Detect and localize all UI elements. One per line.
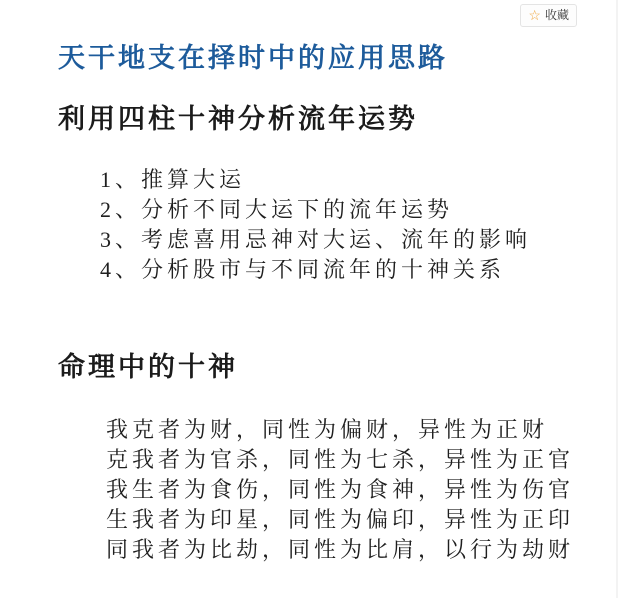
list-item: 3、考虑喜用忌神对大运、流年的影响 xyxy=(100,227,532,252)
text-line: 生我者为印星，同性为偏印，异性为正印 xyxy=(106,507,575,532)
text-line: 同我者为比劫，同性为比肩，以行为劫财 xyxy=(106,537,575,562)
page-title: 天干地支在择时中的应用思路 xyxy=(58,43,448,73)
section-heading-ten-gods: 命理中的十神 xyxy=(58,352,238,382)
list-item: 2、分析不同大运下的流年运势 xyxy=(100,197,454,222)
favorite-button[interactable] xyxy=(520,4,577,27)
text-line: 我克者为财，同性为偏财，异性为正财 xyxy=(106,417,549,442)
section-heading-analysis: 利用四柱十神分析流年运势 xyxy=(58,104,418,134)
favorite-button-label: 收藏 xyxy=(544,8,569,22)
list-item: 4、分析股市与不同流年的十神关系 xyxy=(100,257,506,282)
page-edge-divider xyxy=(616,0,618,598)
text-line: 我生者为食伤，同性为食神，异性为伤官 xyxy=(106,477,575,502)
list-item: 1、推算大运 xyxy=(100,167,246,192)
star-icon: ☆ xyxy=(528,7,541,23)
analysis-steps-list xyxy=(100,165,531,285)
ten-gods-paragraph xyxy=(106,415,574,565)
text-line: 克我者为官杀，同性为七杀，异性为正官 xyxy=(106,447,575,472)
